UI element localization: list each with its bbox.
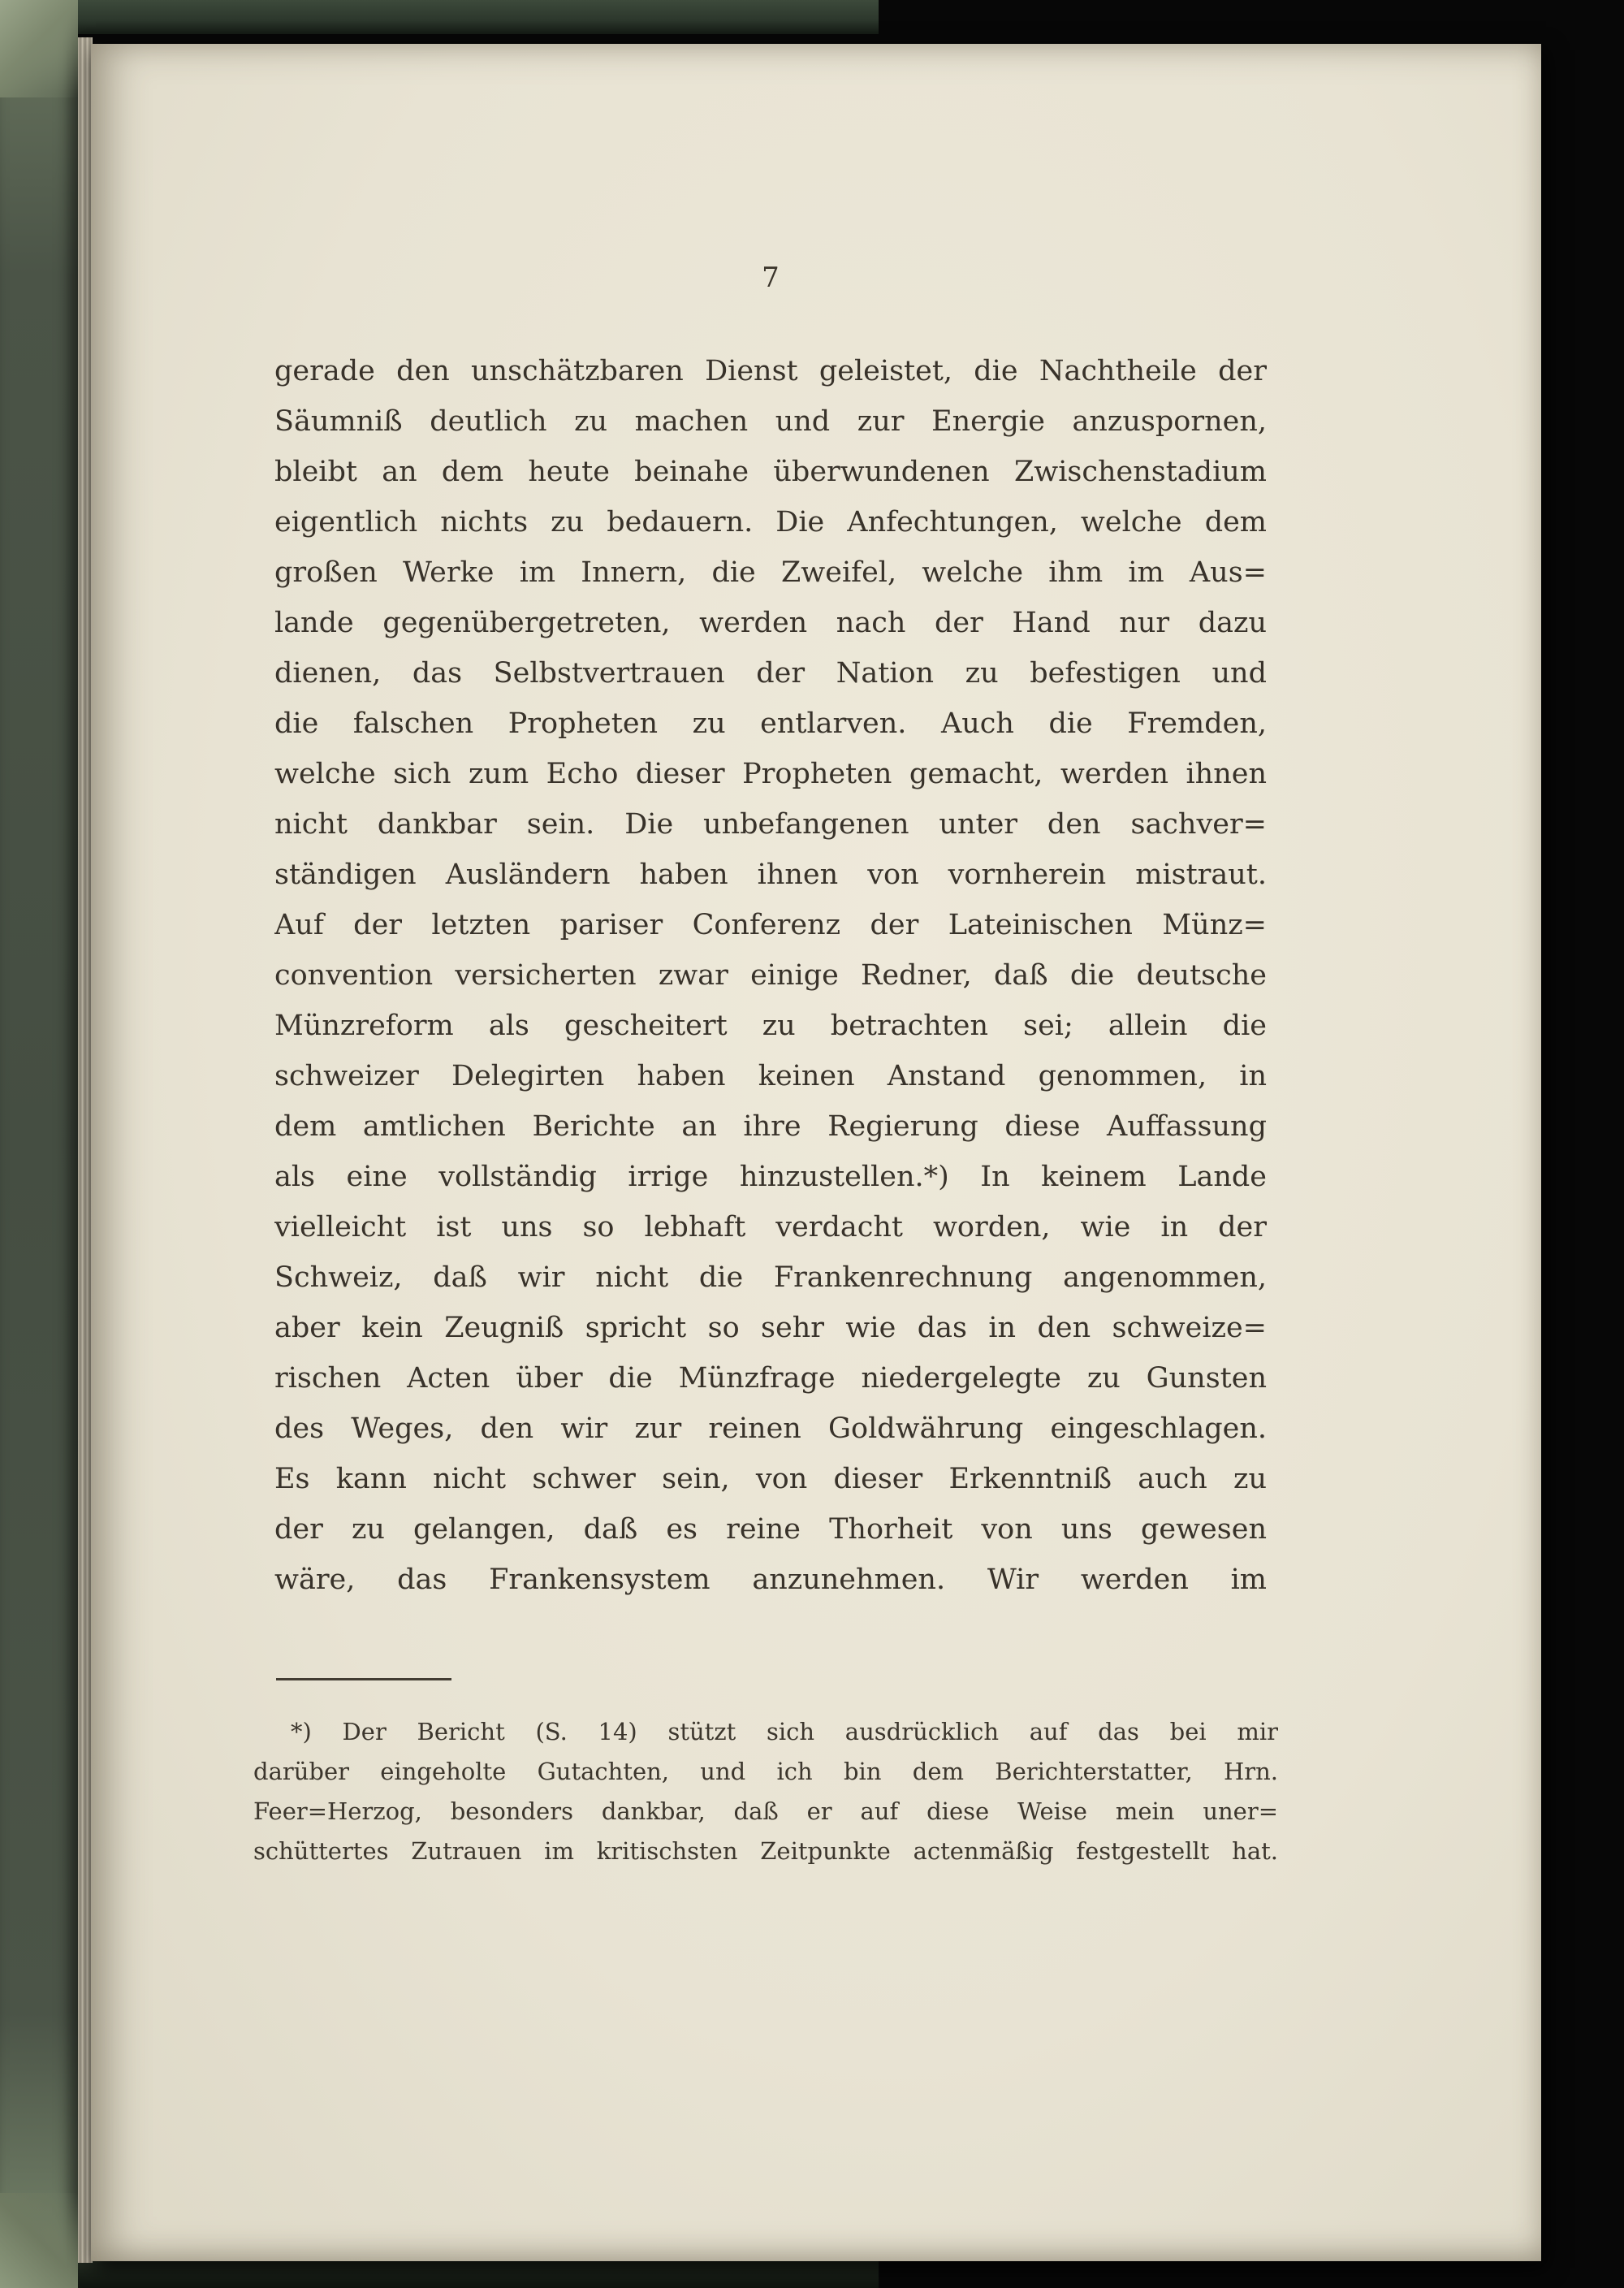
text-line: Münzreform als gescheitert zu betrachten sei; allein die — [274, 1010, 1267, 1042]
footnote-line: *) Der Bericht (S. 14) stützt sich ausdrücklich auf das bei mir — [291, 1718, 1278, 1745]
text-line: dienen, das Selbstvertrauen der Nation zu befestigen und — [274, 657, 1267, 690]
text-line: rischen Acten über die Münzfrage niedergelegte zu Gunsten — [274, 1362, 1267, 1395]
text-line: ständigen Ausländern haben ihnen von vornherein mistraut. — [274, 859, 1267, 891]
footnote-separator-rule — [276, 1678, 451, 1680]
footnote-block — [253, 1712, 1278, 1871]
text-line: eigentlich nichts zu bedauern. Die Anfechtungen, welche dem — [274, 506, 1267, 538]
text-line: Schweiz, daß wir nicht die Frankenrechnung angenommen, — [274, 1261, 1267, 1294]
book-cover-corner-bottom-left — [0, 2193, 78, 2288]
text-line: der zu gelangen, daß es reine Thorheit von uns gewesen — [274, 1513, 1267, 1546]
text-line: Es kann nicht schwer sein, von dieser Erkenntniß auch zu — [274, 1463, 1267, 1495]
book-page — [91, 44, 1541, 2261]
text-line: gerade den unschätzbaren Dienst geleistet, die Nachtheile der — [274, 355, 1267, 387]
body-text-block — [274, 346, 1267, 1605]
book-cover-corner-top-left — [0, 0, 78, 97]
text-line: die falschen Propheten zu entlarven. Auch die Fremden, — [274, 707, 1267, 740]
text-line: großen Werke im Innern, die Zweifel, welche ihm im Aus= — [274, 556, 1267, 589]
text-line: convention versicherten zwar einige Redner, daß die deutsche — [274, 959, 1267, 992]
footnote-line: darüber eingeholte Gutachten, und ich bin dem Berichterstatter, Hrn. — [253, 1758, 1278, 1785]
text-line: des Weges, den wir zur reinen Goldwährung eingeschlagen. — [274, 1412, 1267, 1445]
text-line: lande gegenübergetreten, werden nach der Hand nur dazu — [274, 607, 1267, 639]
text-line: als eine vollständig irrige hinzustellen.*) In keinem Lande — [274, 1161, 1267, 1193]
text-line: wäre, das Frankensystem anzunehmen. Wir werden im — [274, 1564, 1267, 1596]
text-line: Auf der letzten pariser Conferenz der Lateinischen Münz= — [274, 909, 1267, 941]
page-number: 7 — [762, 262, 780, 294]
text-line: Säumniß deutlich zu machen und zur Energie anzuspornen, — [274, 405, 1267, 438]
book-cover-bottom-edge — [0, 2258, 879, 2288]
text-line: welche sich zum Echo dieser Propheten gemacht, werden ihnen — [274, 758, 1267, 790]
footnote-line: schüttertes Zutrauen im kritischsten Zeitpunkte actenmäßig festgestellt hat. — [253, 1837, 1278, 1865]
book-cover-top-edge — [0, 0, 879, 34]
text-line: vielleicht ist uns so lebhaft verdacht worden, wie in der — [274, 1211, 1267, 1243]
text-line: nicht dankbar sein. Die unbefangenen unter den sachver= — [274, 808, 1267, 841]
book-cover-spine — [0, 0, 78, 2288]
text-line: schweizer Delegirten haben keinen Anstand genommen, in — [274, 1060, 1267, 1092]
text-line: bleibt an dem heute beinahe überwundenen Zwischenstadium — [274, 456, 1267, 488]
text-line: aber kein Zeugniß spricht so sehr wie das in den schweize= — [274, 1312, 1267, 1344]
footnote-line: Feer=Herzog, besonders dankbar, daß er auf diese Weise mein uner= — [253, 1797, 1278, 1825]
text-line: dem amtlichen Berichte an ihre Regierung diese Auffassung — [274, 1110, 1267, 1143]
